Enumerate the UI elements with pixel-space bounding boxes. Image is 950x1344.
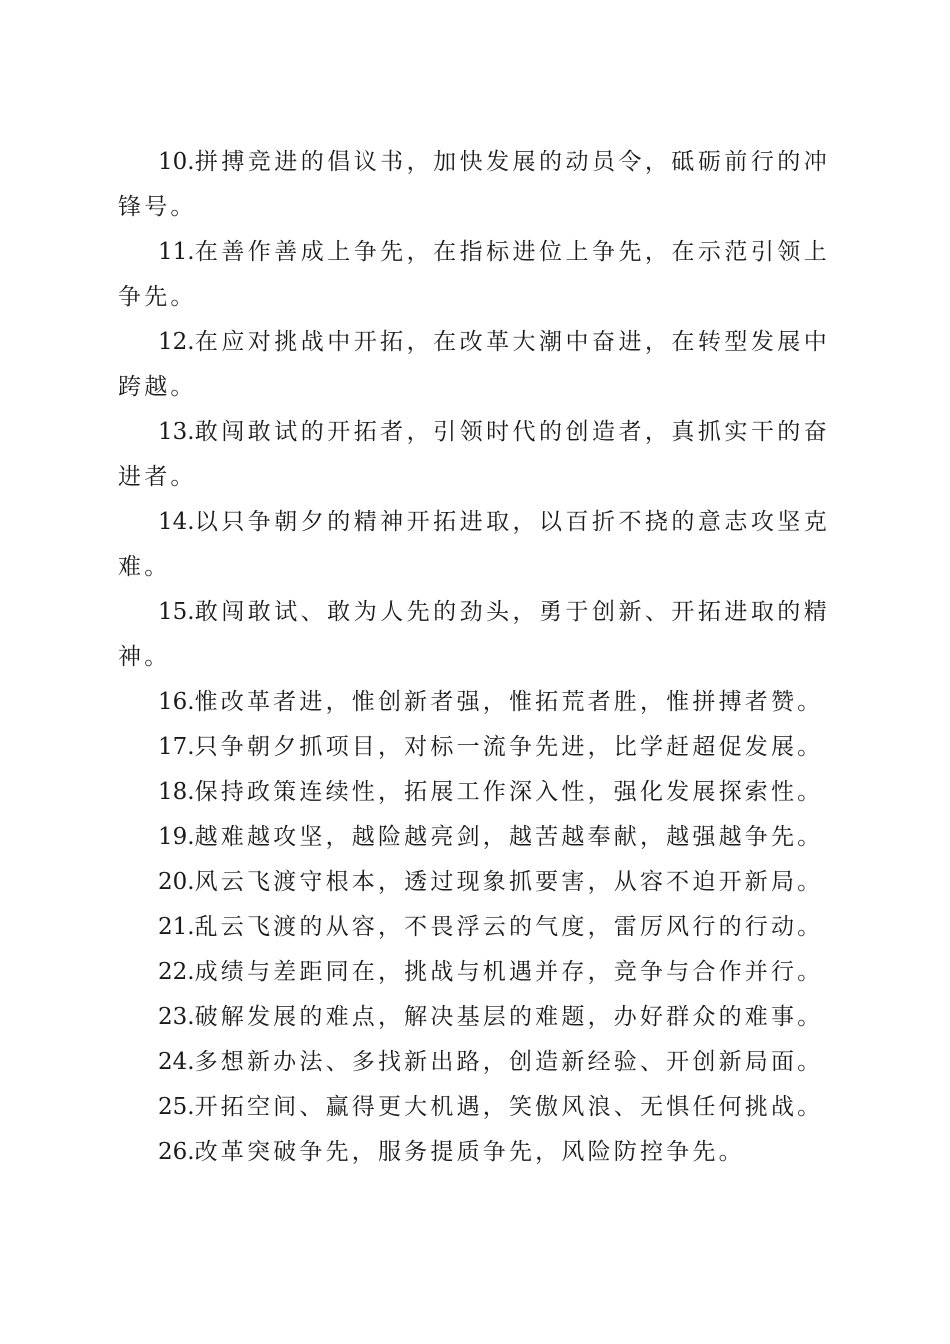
item-text: 敢闯敢试、敢为人先的劲头，勇于创新、开拓进取的精神。 <box>118 599 830 670</box>
list-item-17 <box>118 725 830 770</box>
list-item-10 <box>118 140 830 230</box>
item-number: 18. <box>158 779 195 805</box>
item-number: 13. <box>158 419 195 445</box>
item-text: 在应对挑战中开拓，在改革大潮中奋进，在转型发展中跨越。 <box>118 329 830 400</box>
item-number: 19. <box>158 824 195 850</box>
list-item-22 <box>118 950 830 995</box>
list-item-11 <box>118 230 830 320</box>
list-item-21 <box>118 905 830 950</box>
list-item-24 <box>118 1040 830 1085</box>
item-number: 11. <box>158 239 195 265</box>
item-text: 破解发展的难点，解决基层的难题，办好群众的难事。 <box>194 1004 824 1030</box>
item-text: 成绩与差距同在，挑战与机遇并存，竞争与合作并行。 <box>194 959 824 985</box>
list-item-18 <box>118 770 830 815</box>
item-number: 16. <box>158 689 195 715</box>
document-body <box>118 140 830 1175</box>
list-item-12 <box>118 320 830 410</box>
list-item-14 <box>118 500 830 590</box>
item-number: 21. <box>158 914 195 940</box>
item-number: 24. <box>158 1049 195 1075</box>
list-item-26 <box>118 1130 830 1175</box>
list-item-25 <box>118 1085 830 1130</box>
item-text: 惟改革者进，惟创新者强，惟拓荒者胜，惟拼搏者赞。 <box>194 689 824 715</box>
item-text: 越难越攻坚，越险越亮剑，越苦越奉献，越强越争先。 <box>194 824 824 850</box>
item-text: 开拓空间、赢得更大机遇，笑傲风浪、无惧任何挑战。 <box>194 1094 824 1120</box>
item-number: 17. <box>158 734 195 760</box>
list-item-13 <box>118 410 830 500</box>
item-number: 14. <box>158 509 195 535</box>
item-number: 25. <box>158 1094 195 1120</box>
item-text: 以只争朝夕的精神开拓进取，以百折不挠的意志攻坚克难。 <box>118 509 830 580</box>
item-text: 只争朝夕抓项目，对标一流争先进，比学赶超促发展。 <box>194 734 824 760</box>
item-text: 保持政策连续性，拓展工作深入性，强化发展探索性。 <box>194 779 824 805</box>
list-item-23 <box>118 995 830 1040</box>
item-text: 在善作善成上争先，在指标进位上争先，在示范引领上争先。 <box>118 239 830 310</box>
list-item-19 <box>118 815 830 860</box>
item-text: 风云飞渡守根本，透过现象抓要害，从容不迫开新局。 <box>194 869 824 895</box>
list-item-15 <box>118 590 830 680</box>
list-item-20 <box>118 860 830 905</box>
item-text: 乱云飞渡的从容，不畏浮云的气度，雷厉风行的行动。 <box>194 914 824 940</box>
item-number: 20. <box>158 869 195 895</box>
item-text: 多想新办法、多找新出路，创造新经验、开创新局面。 <box>194 1049 824 1075</box>
item-number: 15. <box>158 599 195 625</box>
item-number: 26. <box>158 1139 195 1165</box>
item-text: 拼搏竞进的倡议书，加快发展的动员令，砥砺前行的冲锋号。 <box>118 149 830 220</box>
item-number: 12. <box>158 329 195 355</box>
item-text: 敢闯敢试的开拓者，引领时代的创造者，真抓实干的奋进者。 <box>118 419 830 490</box>
item-number: 22. <box>158 959 195 985</box>
list-item-16 <box>118 680 830 725</box>
item-text: 改革突破争先，服务提质争先，风险防控争先。 <box>194 1139 745 1165</box>
item-number: 23. <box>158 1004 195 1030</box>
item-number: 10. <box>158 149 195 175</box>
